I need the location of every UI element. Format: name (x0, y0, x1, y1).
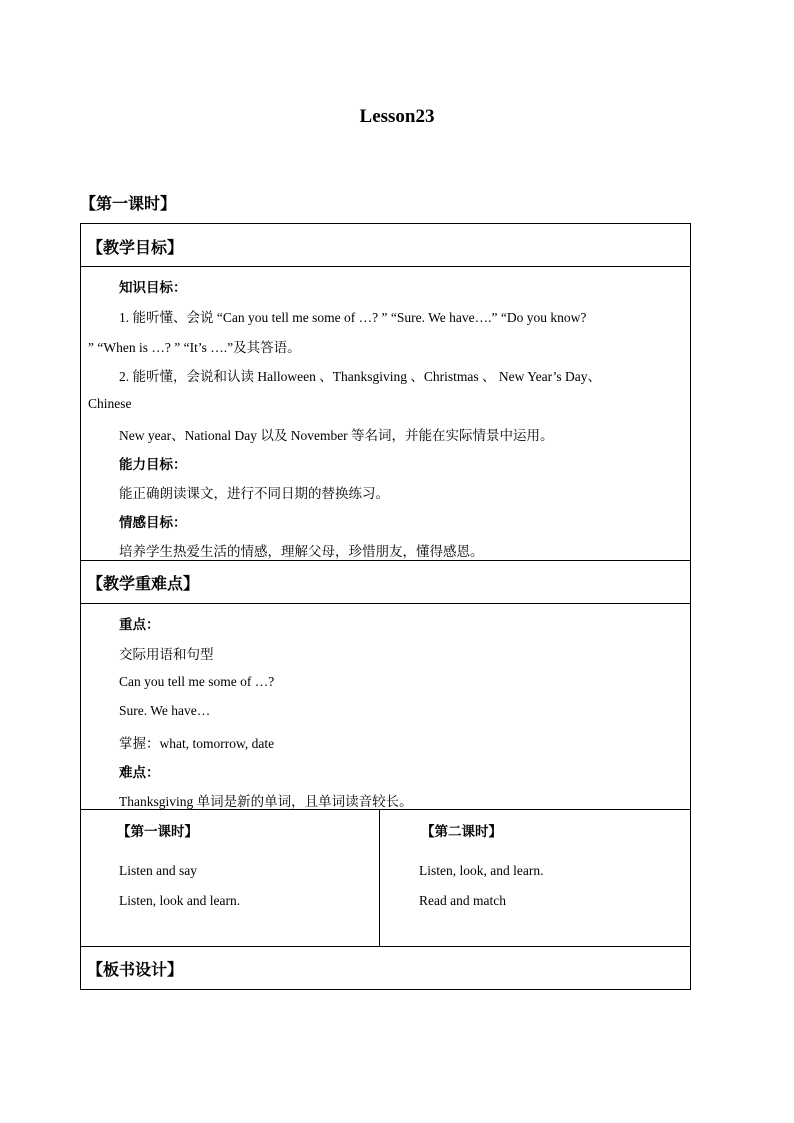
key-title: 重点： (119, 617, 160, 633)
row-divider (80, 266, 691, 267)
row-divider (80, 946, 691, 947)
column-divider (379, 809, 380, 946)
emotion-text: 培养学生热爱生活的情感，理解父母，珍惜朋友，懂得感恩。 (119, 544, 484, 560)
first-period-item: Listen, look and learn. (119, 893, 241, 908)
difficult-title: 难点： (119, 765, 160, 781)
ability-title: 能力目标： (119, 457, 187, 473)
ability-text: 能正确朗读课文，进行不同日期的替换练习。 (119, 486, 389, 502)
second-period-item: Listen, look, and learn. (419, 863, 544, 878)
first-period-header: 【第一课时】 (117, 824, 198, 840)
lesson-period-label: 【第一课时】 (80, 194, 177, 213)
first-period-item: Listen and say (119, 863, 197, 878)
difficult-line: Thanksgiving 单词是新的单词，且单词读音较长。 (119, 794, 413, 809)
second-period-item: Read and match (419, 893, 506, 908)
second-period-header: 【第二课时】 (421, 824, 502, 840)
objectives-header: 【教学目标】 (87, 238, 184, 257)
emotion-title: 情感目标： (119, 515, 187, 531)
table-border-bottom (80, 989, 691, 990)
page-title: Lesson23 (359, 106, 435, 127)
table-border-right (690, 223, 691, 989)
key-line: Sure. We have… (119, 703, 211, 718)
row-divider (80, 603, 691, 604)
objective-item-2-cont: Chinese (88, 396, 132, 411)
key-line: Can you tell me some of …? (119, 674, 275, 689)
objective-item-2-cont: New year、National Day 以及 November 等名词，并能在实际情景中运用。 (119, 428, 554, 443)
key-line: 交际用语和句型 (119, 647, 214, 663)
objective-item-1-cont: ” “When is …? ” “It’s ….”及其答语。 (88, 340, 301, 355)
board-design-header: 【板书设计】 (87, 960, 184, 979)
row-divider (80, 560, 691, 561)
table-border-left (80, 223, 81, 989)
key-line: 掌握：what, tomorrow, date (119, 736, 275, 751)
knowledge-title: 知识目标： (119, 280, 187, 296)
objective-item-2: 2. 能听懂，会说和认读 Halloween 、Thanksgiving 、Christmas 、 New Year’s Day、 (119, 369, 601, 384)
keypoints-header: 【教学重难点】 (87, 574, 200, 593)
table-border-top (80, 223, 691, 224)
objective-item-1: 1. 能听懂、会说 “Can you tell me some of …? ” “Sure. We have….” “Do you know? (119, 310, 587, 325)
